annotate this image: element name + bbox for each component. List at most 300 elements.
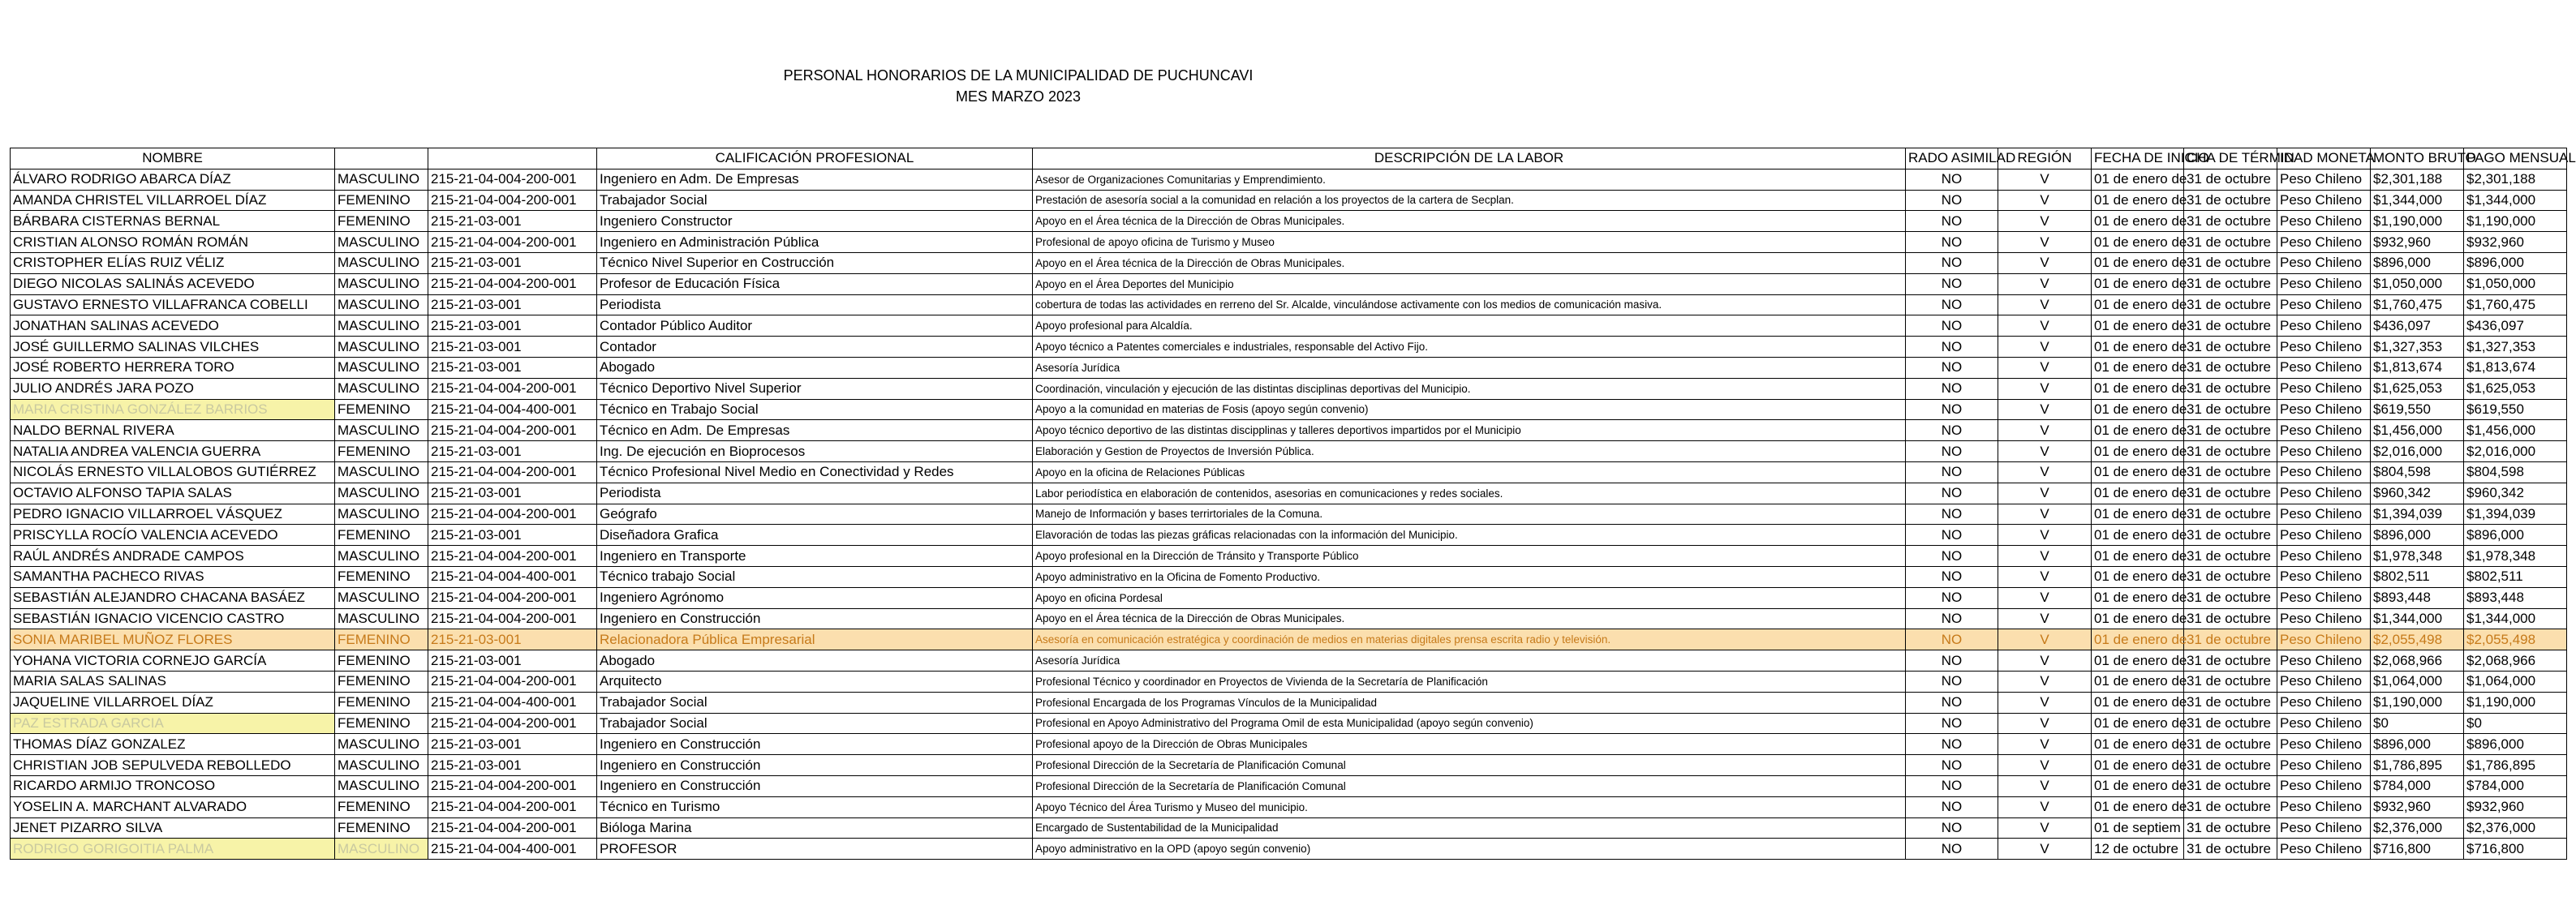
cell-unidad-monetaria: Peso Chileno [2277,692,2371,713]
cell-nombre: JAQUELINE VILLARROEL DÍAZ [11,692,335,713]
table-row [11,692,2567,713]
cell-region: V [1998,337,2092,358]
cell-unidad-monetaria: Peso Chileno [2277,546,2371,567]
cell-monto-bruto: $932,960 [2371,232,2464,253]
cell-descripcion: Encargado de Sustentabilidad de la Municipalidad [1033,817,1906,839]
cell-grado-asimilado: NO [1906,796,1998,817]
cell-cuenta: 215-21-03-001 [428,755,597,776]
cell-genero: FEMENINO [335,796,428,817]
cell-nombre: JOSÉ GUILLERMO SALINAS VILCHES [11,337,335,358]
cell-unidad-monetaria: Peso Chileno [2277,775,2371,796]
cell-fecha-inicio: 01 de enero de [2092,587,2184,608]
cell-genero: MASCULINO [335,357,428,378]
cell-genero: MASCULINO [335,483,428,504]
table-row [11,315,2567,337]
table-row [11,755,2567,776]
header-pago-mensual: PAGO MENSUAL [2464,148,2567,169]
cell-cuenta: 215-21-04-004-200-001 [428,420,597,441]
cell-descripcion: Asesoría Jurídica [1033,357,1906,378]
cell-monto-bruto: $784,000 [2371,775,2464,796]
cell-genero: FEMENINO [335,211,428,232]
cell-pago-mensual: $1,456,000 [2464,420,2567,441]
cell-cuenta: 215-21-04-004-200-001 [428,796,597,817]
cell-region: V [1998,252,2092,273]
cell-grado-asimilado: NO [1906,608,1998,629]
cell-monto-bruto: $932,960 [2371,796,2464,817]
cell-fecha-inicio: 12 de octubre [2092,839,2184,860]
cell-cuenta: 215-21-03-001 [428,252,597,273]
cell-fecha-inicio: 01 de enero de [2092,399,2184,420]
table-row [11,232,2567,253]
cell-unidad-monetaria: Peso Chileno [2277,566,2371,587]
cell-fecha-inicio: 01 de enero de [2092,608,2184,629]
cell-region: V [1998,839,2092,860]
header-nombre: NOMBRE [11,148,335,169]
cell-grado-asimilado: NO [1906,650,1998,672]
cell-descripcion: Apoyo técnico deportivo de las distintas discipplinas y talleres deportivos impartidos por el Municipio [1033,420,1906,441]
cell-genero: MASCULINO [335,315,428,337]
cell-fecha-termino: 31 de octubre [2184,190,2277,211]
cell-pago-mensual: $893,448 [2464,587,2567,608]
cell-grado-asimilado: NO [1906,420,1998,441]
cell-cuenta: 215-21-03-001 [428,629,597,650]
cell-nombre: MARIA CRISTINA GONZÁLEZ BARRIOS [11,399,335,420]
cell-monto-bruto: $1,190,000 [2371,211,2464,232]
cell-unidad-monetaria: Peso Chileno [2277,211,2371,232]
cell-fecha-termino: 31 de octubre [2184,504,2277,525]
cell-region: V [1998,587,2092,608]
cell-calificacion: Técnico Nivel Superior en Costrucción [597,252,1033,273]
cell-genero: MASCULINO [335,337,428,358]
table-row [11,775,2567,796]
header-region: REGIÓN [1998,148,2092,169]
cell-grado-asimilado: NO [1906,252,1998,273]
cell-calificacion: Ingeniero en Construcción [597,755,1033,776]
cell-pago-mensual: $784,000 [2464,775,2567,796]
cell-calificacion: Abogado [597,357,1033,378]
cell-fecha-inicio: 01 de enero de [2092,420,2184,441]
cell-descripcion: Profesional Dirección de la Secretaría de Planificación Comunal [1033,755,1906,776]
header-monto-bruto: MONTO BRUTO [2371,148,2464,169]
cell-fecha-inicio: 01 de enero de [2092,796,2184,817]
cell-nombre: BÁRBARA CISTERNAS BERNAL [11,211,335,232]
cell-nombre: GUSTAVO ERNESTO VILLAFRANCA COBELLI [11,294,335,315]
table-row [11,525,2567,546]
cell-fecha-inicio: 01 de enero de [2092,775,2184,796]
cell-region: V [1998,734,2092,755]
cell-pago-mensual: $1,327,353 [2464,337,2567,358]
cell-fecha-termino: 31 de octubre [2184,252,2277,273]
cell-monto-bruto: $960,342 [2371,483,2464,504]
cell-unidad-monetaria: Peso Chileno [2277,190,2371,211]
staff-table [10,148,2576,860]
cell-region: V [1998,692,2092,713]
cell-fecha-inicio: 01 de septiem [2092,817,2184,839]
cell-region: V [1998,169,2092,190]
cell-nombre: JOSÉ ROBERTO HERRERA TORO [11,357,335,378]
cell-monto-bruto: $619,550 [2371,399,2464,420]
cell-region: V [1998,650,2092,672]
cell-fecha-termino: 31 de octubre [2184,650,2277,672]
cell-fecha-termino: 31 de octubre [2184,817,2277,839]
cell-grado-asimilado: NO [1906,483,1998,504]
cell-fecha-termino: 31 de octubre [2184,232,2277,253]
cell-genero: MASCULINO [335,294,428,315]
cell-monto-bruto: $896,000 [2371,525,2464,546]
cell-fecha-inicio: 01 de enero de [2092,566,2184,587]
cell-pago-mensual: $2,301,188 [2464,169,2567,190]
cell-monto-bruto: $1,394,039 [2371,504,2464,525]
cell-genero: FEMENINO [335,441,428,462]
cell-calificacion: Bióloga Marina [597,817,1033,839]
cell-fecha-inicio: 01 de enero de [2092,211,2184,232]
table-row [11,399,2567,420]
cell-grado-asimilado: NO [1906,357,1998,378]
cell-nombre: MARIA SALAS SALINAS [11,671,335,692]
cell-region: V [1998,378,2092,399]
cell-fecha-termino: 31 de octubre [2184,566,2277,587]
cell-region: V [1998,629,2092,650]
header-fecha-inicio: FECHA DE INICIO [2092,148,2184,169]
cell-unidad-monetaria: Peso Chileno [2277,671,2371,692]
cell-nombre: ÁLVARO RODRIGO ABARCA DÍAZ [11,169,335,190]
cell-region: V [1998,546,2092,567]
cell-cuenta: 215-21-04-004-200-001 [428,169,597,190]
cell-pago-mensual: $2,016,000 [2464,441,2567,462]
cell-calificacion: Ingeniero en Adm. De Empresas [597,169,1033,190]
cell-fecha-termino: 31 de octubre [2184,337,2277,358]
cell-fecha-inicio: 01 de enero de [2092,273,2184,294]
cell-descripcion: Apoyo técnico a Patentes comerciales e industriales, responsable del Activo Fijo. [1033,337,1906,358]
cell-genero: FEMENINO [335,713,428,734]
cell-calificacion: Abogado [597,650,1033,672]
cell-region: V [1998,775,2092,796]
table-row [11,839,2567,860]
cell-cuenta: 215-21-04-004-400-001 [428,399,597,420]
cell-pago-mensual: $1,625,053 [2464,378,2567,399]
header-row [11,148,2567,169]
cell-fecha-termino: 31 de octubre [2184,169,2277,190]
cell-nombre: AMANDA CHRISTEL VILLARROEL DÍAZ [11,190,335,211]
cell-cuenta: 215-21-04-004-200-001 [428,504,597,525]
cell-fecha-termino: 31 de octubre [2184,378,2277,399]
cell-descripcion: cobertura de todas las actividades en rerreno del Sr. Alcalde, vinculándose activamente con los medios de comunicación masiva. [1033,294,1906,315]
cell-fecha-inicio: 01 de enero de [2092,734,2184,755]
cell-unidad-monetaria: Peso Chileno [2277,504,2371,525]
cell-calificacion: Profesor de Educación Física [597,273,1033,294]
cell-calificacion: Ingeniero en Transporte [597,546,1033,567]
cell-descripcion: Elaboración y Gestion de Proyectos de Inversión Pública. [1033,441,1906,462]
cell-monto-bruto: $896,000 [2371,252,2464,273]
cell-monto-bruto: $804,598 [2371,461,2464,483]
cell-nombre: CRISTIAN ALONSO ROMÁN ROMÁN [11,232,335,253]
cell-calificacion: Trabajador Social [597,190,1033,211]
cell-region: V [1998,357,2092,378]
cell-descripcion: Apoyo profesional para Alcaldía. [1033,315,1906,337]
cell-genero: FEMENINO [335,399,428,420]
cell-unidad-monetaria: Peso Chileno [2277,232,2371,253]
header-fecha-termino: CHA DE TÉRMIN [2184,148,2277,169]
cell-pago-mensual: $1,190,000 [2464,211,2567,232]
cell-descripcion: Apoyo en la oficina de Relaciones Públicas [1033,461,1906,483]
cell-nombre: CRISTOPHER ELÍAS RUIZ VÉLIZ [11,252,335,273]
cell-cuenta: 215-21-03-001 [428,483,597,504]
cell-pago-mensual: $960,342 [2464,483,2567,504]
cell-monto-bruto: $2,068,966 [2371,650,2464,672]
cell-calificacion: Relacionadora Pública Empresarial [597,629,1033,650]
cell-nombre: SEBASTIÁN IGNACIO VICENCIO CASTRO [11,608,335,629]
cell-nombre: NICOLÁS ERNESTO VILLALOBOS GUTIÉRREZ [11,461,335,483]
cell-region: V [1998,671,2092,692]
cell-fecha-inicio: 01 de enero de [2092,671,2184,692]
cell-region: V [1998,483,2092,504]
cell-unidad-monetaria: Peso Chileno [2277,796,2371,817]
header-calificacion: CALIFICACIÓN PROFESIONAL [597,148,1033,169]
cell-cuenta: 215-21-04-004-400-001 [428,839,597,860]
cell-fecha-termino: 31 de octubre [2184,587,2277,608]
cell-unidad-monetaria: Peso Chileno [2277,817,2371,839]
cell-monto-bruto: $1,344,000 [2371,190,2464,211]
cell-grado-asimilado: NO [1906,441,1998,462]
cell-descripcion: Prestación de asesoría social a la comunidad en relación a los proyectos de la cartera de Secplan. [1033,190,1906,211]
cell-unidad-monetaria: Peso Chileno [2277,461,2371,483]
cell-unidad-monetaria: Peso Chileno [2277,483,2371,504]
cell-calificacion: Diseñadora Grafica [597,525,1033,546]
cell-calificacion: Técnico trabajo Social [597,566,1033,587]
cell-cuenta: 215-21-03-001 [428,211,597,232]
cell-unidad-monetaria: Peso Chileno [2277,294,2371,315]
cell-fecha-termino: 31 de octubre [2184,671,2277,692]
cell-fecha-termino: 31 de octubre [2184,796,2277,817]
cell-region: V [1998,796,2092,817]
cell-region: V [1998,566,2092,587]
cell-nombre: CHRISTIAN JOB SEPULVEDA REBOLLEDO [11,755,335,776]
cell-calificacion: Ingeniero en Administración Pública [597,232,1033,253]
cell-descripcion: Profesional Encargada de los Programas Vínculos de la Municipalidad [1033,692,1906,713]
cell-monto-bruto: $2,376,000 [2371,817,2464,839]
cell-nombre: SAMANTHA PACHECO RIVAS [11,566,335,587]
cell-fecha-termino: 31 de octubre [2184,546,2277,567]
cell-monto-bruto: $896,000 [2371,734,2464,755]
cell-region: V [1998,441,2092,462]
table-row [11,441,2567,462]
cell-region: V [1998,755,2092,776]
cell-descripcion: Asesor de Organizaciones Comunitarias y Emprendimiento. [1033,169,1906,190]
header-unidad-monetaria: IDAD MONETA [2277,148,2371,169]
cell-monto-bruto: $436,097 [2371,315,2464,337]
cell-fecha-inicio: 01 de enero de [2092,546,2184,567]
cell-genero: MASCULINO [335,546,428,567]
cell-calificacion: Periodista [597,294,1033,315]
cell-region: V [1998,190,2092,211]
cell-monto-bruto: $2,016,000 [2371,441,2464,462]
cell-nombre: PAZ ESTRADA GARCIA [11,713,335,734]
cell-region: V [1998,232,2092,253]
cell-fecha-termino: 31 de octubre [2184,713,2277,734]
cell-descripcion: Apoyo en el Área Deportes del Municipio [1033,273,1906,294]
cell-calificacion: Ingeniero Constructor [597,211,1033,232]
cell-fecha-inicio: 01 de enero de [2092,252,2184,273]
cell-fecha-termino: 31 de octubre [2184,839,2277,860]
cell-fecha-termino: 31 de octubre [2184,315,2277,337]
cell-grado-asimilado: NO [1906,232,1998,253]
table-row [11,337,2567,358]
cell-pago-mensual: $896,000 [2464,525,2567,546]
cell-cuenta: 215-21-04-004-200-001 [428,461,597,483]
cell-descripcion: Apoyo profesional en la Dirección de Tránsito y Transporte Público [1033,546,1906,567]
cell-fecha-inicio: 01 de enero de [2092,525,2184,546]
cell-unidad-monetaria: Peso Chileno [2277,378,2371,399]
cell-genero: FEMENINO [335,692,428,713]
cell-nombre: RODRIGO GORIGOITIA PALMA [11,839,335,860]
cell-unidad-monetaria: Peso Chileno [2277,734,2371,755]
cell-fecha-termino: 31 de octubre [2184,629,2277,650]
cell-unidad-monetaria: Peso Chileno [2277,252,2371,273]
table-row [11,461,2567,483]
cell-monto-bruto: $1,344,000 [2371,608,2464,629]
table-row [11,504,2567,525]
header-genero [335,148,428,169]
cell-cuenta: 215-21-04-004-200-001 [428,190,597,211]
cell-pago-mensual: $1,394,039 [2464,504,2567,525]
cell-fecha-inicio: 01 de enero de [2092,692,2184,713]
cell-unidad-monetaria: Peso Chileno [2277,608,2371,629]
cell-fecha-termino: 31 de octubre [2184,441,2277,462]
cell-nombre: RAÚL ANDRÉS ANDRADE CAMPOS [11,546,335,567]
cell-genero: MASCULINO [335,608,428,629]
cell-cuenta: 215-21-04-004-200-001 [428,713,597,734]
cell-fecha-termino: 31 de octubre [2184,273,2277,294]
cell-calificacion: Técnico en Turismo [597,796,1033,817]
cell-pago-mensual: $1,344,000 [2464,608,2567,629]
cell-pago-mensual: $802,511 [2464,566,2567,587]
cell-fecha-termino: 31 de octubre [2184,294,2277,315]
cell-fecha-termino: 31 de octubre [2184,357,2277,378]
cell-pago-mensual: $2,055,498 [2464,629,2567,650]
table-row [11,169,2567,190]
cell-unidad-monetaria: Peso Chileno [2277,525,2371,546]
cell-region: V [1998,420,2092,441]
table-row [11,273,2567,294]
header-cuenta [428,148,597,169]
cell-genero: MASCULINO [335,504,428,525]
cell-cuenta: 215-21-04-004-200-001 [428,587,597,608]
cell-calificacion: Ingeniero en Construcción [597,608,1033,629]
cell-descripcion: Profesional Técnico y coordinador en Proyectos de Vivienda de la Secretaría de Planificación [1033,671,1906,692]
cell-fecha-inicio: 01 de enero de [2092,755,2184,776]
cell-grado-asimilado: NO [1906,839,1998,860]
cell-unidad-monetaria: Peso Chileno [2277,755,2371,776]
cell-fecha-inicio: 01 de enero de [2092,378,2184,399]
cell-nombre: JENET PIZARRO SILVA [11,817,335,839]
cell-grado-asimilado: NO [1906,211,1998,232]
table-row [11,713,2567,734]
cell-genero: MASCULINO [335,273,428,294]
cell-genero: MASCULINO [335,775,428,796]
cell-monto-bruto: $2,055,498 [2371,629,2464,650]
cell-fecha-termino: 31 de octubre [2184,483,2277,504]
cell-descripcion: Profesional Dirección de la Secretaría de Planificación Comunal [1033,775,1906,796]
cell-monto-bruto: $802,511 [2371,566,2464,587]
cell-pago-mensual: $2,068,966 [2464,650,2567,672]
cell-fecha-inicio: 01 de enero de [2092,169,2184,190]
cell-unidad-monetaria: Peso Chileno [2277,337,2371,358]
cell-pago-mensual: $1,786,895 [2464,755,2567,776]
table-row [11,650,2567,672]
cell-fecha-inicio: 01 de enero de [2092,357,2184,378]
cell-pago-mensual: $896,000 [2464,252,2567,273]
cell-pago-mensual: $1,978,348 [2464,546,2567,567]
cell-descripcion: Apoyo Técnico del Área Turismo y Museo del municipio. [1033,796,1906,817]
cell-genero: FEMENINO [335,190,428,211]
cell-fecha-termino: 31 de octubre [2184,399,2277,420]
cell-descripcion: Apoyo administrativo en la Oficina de Fomento Productivo. [1033,566,1906,587]
cell-cuenta: 215-21-04-004-400-001 [428,692,597,713]
cell-nombre: NATALIA ANDREA VALENCIA GUERRA [11,441,335,462]
cell-region: V [1998,504,2092,525]
cell-monto-bruto: $0 [2371,713,2464,734]
cell-fecha-termino: 31 de octubre [2184,461,2277,483]
cell-monto-bruto: $893,448 [2371,587,2464,608]
cell-grado-asimilado: NO [1906,566,1998,587]
table-row [11,378,2567,399]
cell-fecha-inicio: 01 de enero de [2092,190,2184,211]
cell-grado-asimilado: NO [1906,337,1998,358]
cell-nombre: SEBASTIÁN ALEJANDRO CHACANA BASÁEZ [11,587,335,608]
cell-monto-bruto: $716,800 [2371,839,2464,860]
cell-grado-asimilado: NO [1906,587,1998,608]
cell-grado-asimilado: NO [1906,546,1998,567]
cell-monto-bruto: $1,786,895 [2371,755,2464,776]
cell-descripcion: Apoyo en el Área técnica de la Dirección de Obras Municipales. [1033,608,1906,629]
cell-fecha-inicio: 01 de enero de [2092,504,2184,525]
cell-grado-asimilado: NO [1906,692,1998,713]
cell-grado-asimilado: NO [1906,461,1998,483]
cell-region: V [1998,713,2092,734]
cell-unidad-monetaria: Peso Chileno [2277,713,2371,734]
cell-grado-asimilado: NO [1906,671,1998,692]
cell-calificacion: Ingeniero Agrónomo [597,587,1033,608]
cell-region: V [1998,461,2092,483]
table-row [11,211,2567,232]
cell-nombre: YOSELIN A. MARCHANT ALVARADO [11,796,335,817]
cell-genero: FEMENINO [335,629,428,650]
cell-nombre: OCTAVIO ALFONSO TAPIA SALAS [11,483,335,504]
cell-descripcion: Apoyo administrativo en la OPD (apoyo según convenio) [1033,839,1906,860]
cell-monto-bruto: $1,813,674 [2371,357,2464,378]
cell-grado-asimilado: NO [1906,378,1998,399]
document-subtitle: MES MARZO 2023 [955,88,1082,105]
cell-pago-mensual: $1,050,000 [2464,273,2567,294]
table-row [11,629,2567,650]
cell-fecha-termino: 31 de octubre [2184,608,2277,629]
cell-descripcion: Coordinación, vinculación y ejecución de las distintas disciplinas deportivas del Municipio. [1033,378,1906,399]
cell-fecha-termino: 31 de octubre [2184,755,2277,776]
cell-fecha-inicio: 01 de enero de [2092,461,2184,483]
header-grado-asimilado: RADO ASIMILAD [1906,148,1998,169]
cell-nombre: DIEGO NICOLAS SALINÁS ACEVEDO [11,273,335,294]
table-row [11,608,2567,629]
cell-calificacion: Contador [597,337,1033,358]
cell-fecha-termino: 31 de octubre [2184,734,2277,755]
cell-genero: MASCULINO [335,587,428,608]
cell-fecha-termino: 31 de octubre [2184,775,2277,796]
cell-cuenta: 215-21-04-004-200-001 [428,775,597,796]
cell-cuenta: 215-21-03-001 [428,337,597,358]
cell-cuenta: 215-21-04-004-400-001 [428,566,597,587]
cell-genero: MASCULINO [335,252,428,273]
cell-grado-asimilado: NO [1906,504,1998,525]
